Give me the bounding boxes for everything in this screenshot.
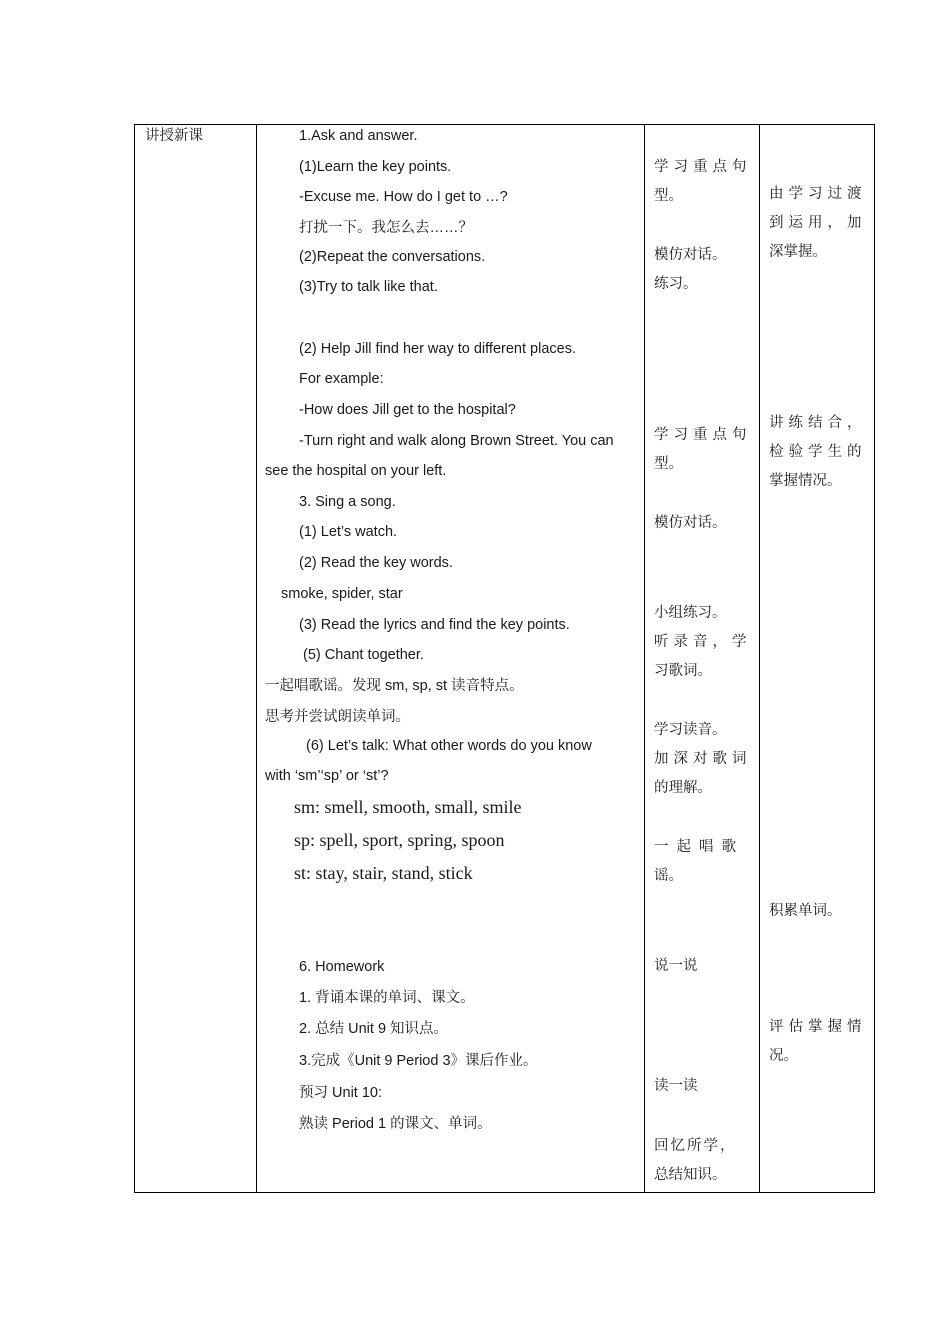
content-line: -Excuse me. How do I get to …? <box>299 189 508 205</box>
homework-line: 1. 背诵本课的单词、课文。 <box>299 990 475 1006</box>
word-list-line: sp: spell, sport, spring, spoon <box>294 830 505 850</box>
homework-line: 6. Homework <box>299 959 385 975</box>
homework-line: 熟读 Period 1 的课文、单词。 <box>299 1116 492 1132</box>
homework-line: 预习 Unit 10: <box>299 1085 382 1101</box>
intent-line: 掌握情况。 <box>769 473 842 489</box>
content-line: 1.Ask and answer. <box>299 128 418 144</box>
activity-line: 的理解。 <box>654 780 712 796</box>
content-line: (3) Read the lyrics and find the key points. <box>299 617 570 633</box>
section-cell <box>135 125 256 1192</box>
content-line: (2) Help Jill find her way to different places. <box>299 341 576 357</box>
activity-line: 模仿对话。 <box>654 515 727 531</box>
activity-line: 一 起 唱 歌 <box>654 839 737 855</box>
activity-line: 型。 <box>654 456 683 472</box>
activity-line: 回忆所学， <box>654 1138 737 1154</box>
content-cell <box>257 125 644 1192</box>
activity-line: 总结知识。 <box>654 1167 727 1183</box>
activity-line: 学习重点句 <box>654 427 752 443</box>
activity-line: 说一说 <box>654 958 698 974</box>
activity-line: 小组练习。 <box>654 605 727 621</box>
activity-line: 读一读 <box>654 1078 698 1094</box>
word-list-line: st: stay, stair, stand, stick <box>294 863 473 883</box>
activity-line: 学习重点句 <box>654 159 752 175</box>
content-line: -Turn right and walk along Brown Street. You can <box>299 433 614 449</box>
intent-line: 评估掌握情 <box>769 1019 867 1035</box>
activity-line: 模仿对话。 <box>654 247 727 263</box>
content-line: (2)Repeat the conversations. <box>299 249 486 265</box>
design-intent-cell <box>760 125 874 1192</box>
content-line: 3. Sing a song. <box>299 494 396 510</box>
content-line: (1)Learn the key points. <box>299 159 452 175</box>
activity-line: 加深对歌词 <box>654 751 752 767</box>
intent-line: 积累单词。 <box>769 903 842 919</box>
content-line: smoke, spider, star <box>281 586 403 602</box>
intent-line: 由学习过渡 <box>769 186 867 202</box>
intent-line: 检验学生的 <box>769 444 867 460</box>
content-line: see the hospital on your left. <box>265 463 447 479</box>
content-line: For example: <box>299 371 384 387</box>
activity-line: 型。 <box>654 188 683 204</box>
content-line: (3)Try to talk like that. <box>299 279 438 295</box>
content-line: with ‘sm’‘sp’ or ‘st’? <box>265 768 389 784</box>
activity-line: 谣。 <box>654 868 683 884</box>
intent-line: 况。 <box>769 1048 798 1064</box>
intent-line: 深掌握。 <box>769 244 827 260</box>
content-line: (5) Chant together. <box>303 647 424 663</box>
content-line: 一起唱歌谣。发现 sm, sp, st 读音特点。 <box>265 678 524 694</box>
word-list-line: sm: smell, smooth, small, smile <box>294 797 522 817</box>
lesson-table <box>134 124 875 1193</box>
homework-line: 2. 总结 Unit 9 知识点。 <box>299 1021 449 1037</box>
content-line: 打扰一下。我怎么去……？ <box>299 220 473 236</box>
activity-line: 学习读音。 <box>654 722 727 738</box>
homework-line: 3.完成《Unit 9 Period 3》课后作业。 <box>299 1053 538 1069</box>
activity-line: 练习。 <box>654 276 698 292</box>
content-line: (2) Read the key words. <box>299 555 453 571</box>
content-line: 思考并尝试朗读单词。 <box>265 709 410 725</box>
intent-line: 到运用，加 <box>769 215 867 231</box>
section-title: 讲授新课 <box>145 128 203 144</box>
content-line: -How does Jill get to the hospital? <box>299 402 516 418</box>
student-activity-cell <box>645 125 759 1192</box>
activity-line: 听录音，学 <box>654 634 752 650</box>
content-line: (1) Let’s watch. <box>299 524 398 540</box>
activity-line: 习歌词。 <box>654 663 712 679</box>
content-line: (6) Let’s talk: What other words do you know <box>306 738 592 754</box>
intent-line: 讲练结合， <box>769 415 867 431</box>
